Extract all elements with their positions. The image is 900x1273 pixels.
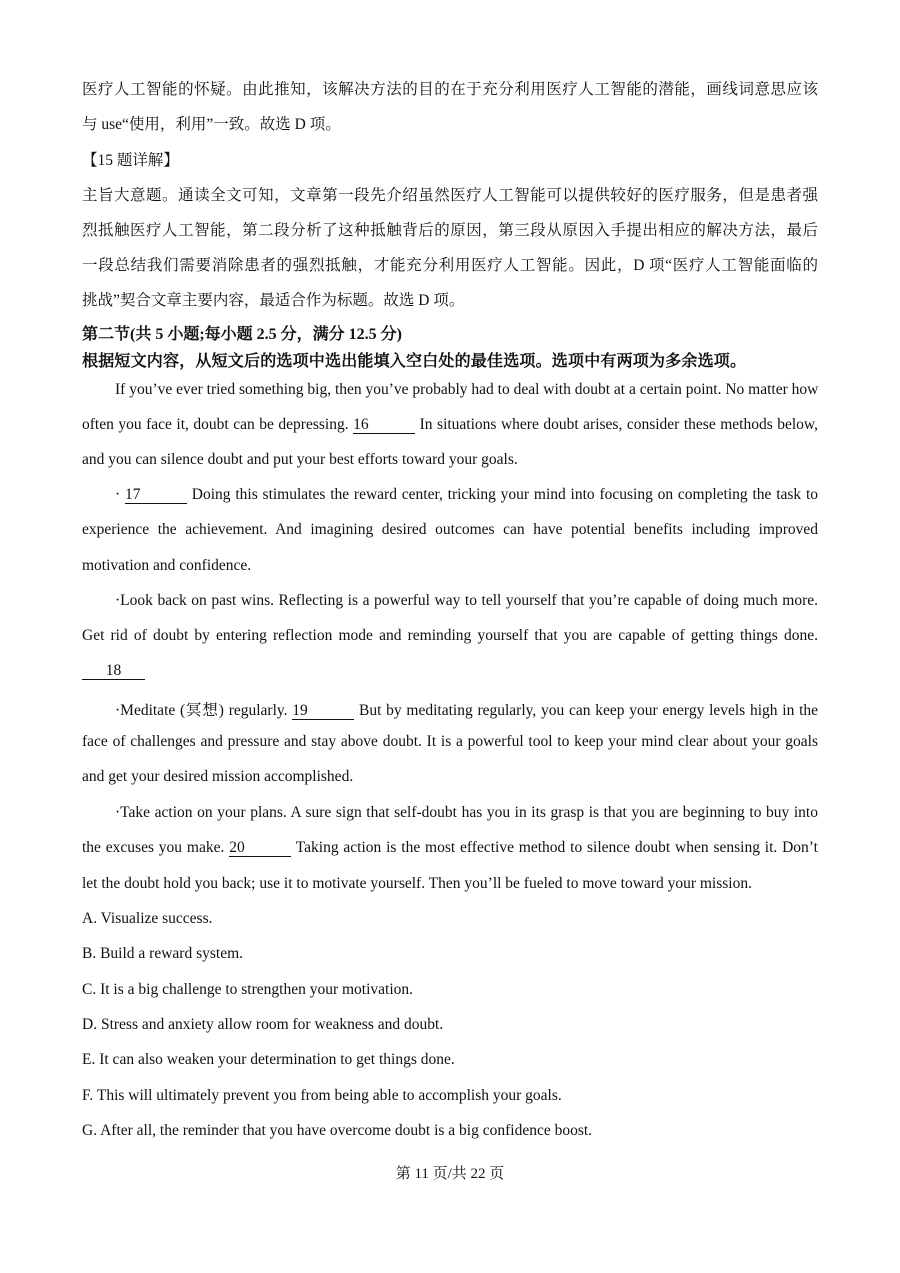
passage-p5-line-3: let the doubt hold you back; use it to motivate yourself. Then you’ll be fueled to move toward your mission.: [82, 875, 752, 892]
q15-line-3: 一段总结我们需要消除患者的强烈抵触，才能充分利用医疗人工智能。因此，D 项“医疗人工智能面临的: [82, 257, 818, 274]
option-d: D. Stress and anxiety allow room for weakness and doubt.: [82, 1016, 444, 1033]
passage-text: the excuses you make.: [82, 839, 225, 856]
passage-p3-line-1: ·Look back on past wins. Reflecting is a powerful way to tell yourself that you’re capable of doing much more.: [115, 592, 818, 609]
bullet: ·: [115, 486, 121, 503]
option-c: C. It is a big challenge to strengthen your motivation.: [82, 981, 414, 998]
passage-text: But by meditating regularly, you can keep your energy levels high in the: [359, 702, 819, 719]
answer-blank-20: 20: [229, 839, 291, 857]
passage-p3-line-2: Get rid of doubt by entering reflection mode and reminding yourself that you are capable of getting things done.: [82, 627, 818, 644]
passage-p2-line-1: [115, 486, 818, 504]
q15-line-1: 主旨大意题。通读全文可知，文章第一段先介绍虽然医疗人工智能可以提供较好的医疗服务，但是患者强: [82, 187, 818, 204]
option-f: F. This will ultimately prevent you from being able to accomplish your goals.: [82, 1087, 562, 1104]
section-title: 第二节(共 5 小题;每小题 2.5 分，满分 12.5 分): [82, 326, 402, 343]
passage-p2-line-3: motivation and confidence.: [82, 557, 252, 574]
answer-blank-19: 19: [292, 702, 354, 720]
passage-p5-line-1: ·Take action on your plans. A sure sign that self-doubt has you in its grasp is that you are beginning to buy into: [115, 804, 818, 821]
passage-p2-line-2: experience the achievement. And imagining desired outcomes can have potential benefits including improved: [82, 521, 818, 538]
passage-text: Doing this stimulates the reward center, tricking your mind into focusing on completing the task to: [191, 486, 819, 503]
answer-blank-18: 18: [82, 662, 145, 680]
option-b: B. Build a reward system.: [82, 945, 244, 962]
passage-p3-line-3: [82, 662, 818, 680]
option-g: G. After all, the reminder that you have overcome doubt is a big confidence boost.: [82, 1122, 593, 1139]
answer-blank-17: 17: [125, 486, 187, 504]
passage-p4-line-1: [115, 698, 818, 720]
passage-p4-line-2: face of challenges and pressure and stay above doubt. It is a powerful tool to keep your mind clear about your goals: [82, 733, 818, 750]
q15-line-4: 挑战”契合文章主要内容，最适合作为标题。故选 D 项。: [82, 292, 465, 309]
passage-p1-line-2: [82, 416, 818, 434]
q15-heading: 【15 题详解】: [82, 152, 179, 169]
passage-text: Taking action is the most effective method to silence doubt when sensing it. Don’t: [295, 839, 818, 856]
prev-explanation-line-1: 医疗人工智能的怀疑。由此推知，该解决方法的目的在于充分利用医疗人工智能的潜能，画线词意思应该: [82, 81, 818, 98]
q15-line-2: 烈抵触医疗人工智能，第二段分析了这种抵触背后的原因，第三段从原因入手提出相应的解决方法，最后: [82, 222, 818, 239]
passage-p5-line-2: [82, 839, 818, 857]
option-e: E. It can also weaken your determination to get things done.: [82, 1051, 455, 1068]
passage-p1-line-1: If you’ve ever tried something big, then you’ve probably had to deal with doubt at a certain point. No matter how: [115, 381, 819, 398]
passage-p4-line-3: and get your desired mission accomplished.: [82, 768, 354, 785]
passage-p1-line-3: and you can silence doubt and put your best efforts toward your goals.: [82, 451, 518, 468]
passage-text: ·Meditate (冥想) regularly.: [115, 702, 288, 719]
prev-explanation-line-2: 与 use“使用，利用”一致。故选 D 项。: [82, 116, 341, 133]
option-a: A. Visualize success.: [82, 910, 213, 927]
passage-text: In situations where doubt arises, consider these methods below,: [419, 416, 818, 433]
section-instruction: 根据短文内容，从短文后的选项中选出能填入空白处的最佳选项。选项中有两项为多余选项。: [82, 353, 747, 370]
page-number-footer: 第 11 页/共 22 页: [395, 1166, 505, 1182]
answer-blank-16: 16: [353, 416, 415, 434]
passage-text: often you face it, doubt can be depressing.: [82, 416, 349, 433]
